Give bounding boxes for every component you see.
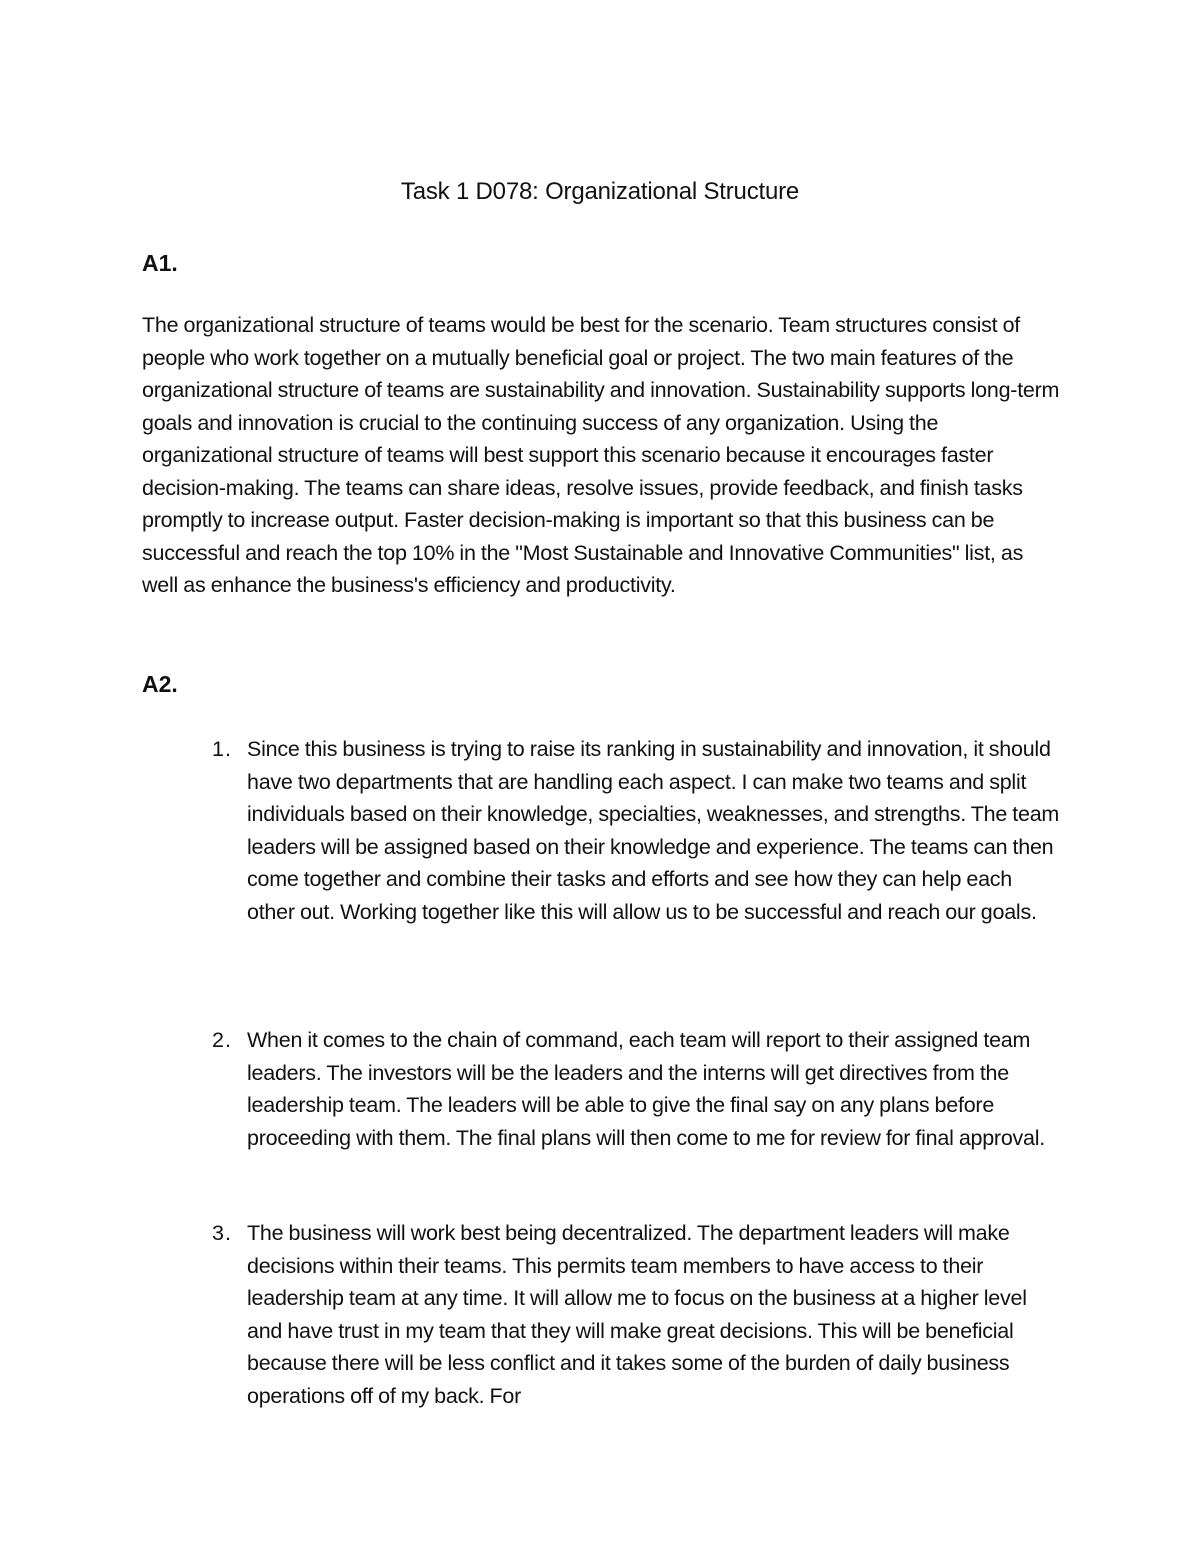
list-item-text: When it comes to the chain of command, each team will report to their assigned team leaders. The investors will be the leaders and the interns will get directives from the leadership team. The leaders will be able to give the final say on any plans before proceeding with them. The final plans will then come to me for review for final approval. [247, 1028, 1046, 1150]
section-heading-a1: A1. [142, 250, 178, 276]
section-heading-a2: A2. [142, 671, 178, 697]
list-item-number: 1. [212, 737, 232, 761]
section-a1-paragraph: The organizational structure of teams would be best for the scenario. Team structures consist of people who work together on a mutually beneficial goal or project. The two main features of the organizational structure of teams are sustainability and innovation. Sustainability supports long-term goals and innovation is crucial to the continuing success of any organization. Using the organizational structure of teams will best support this scenario because it encourages faster decision-making. The teams can share ideas, resolve issues, provide feedback, and finish tasks promptly to increase output. Faster decision-making is important so that this business can be successful and reach the top 10% in the "Most Sustainable and Innovative Communities" list, as well as enhance the business's efficiency and productivity. [142, 313, 1060, 597]
list-item-number: 3. [212, 1221, 232, 1245]
list-item-text: Since this business is trying to raise its ranking in sustainability and innovation, it should have two departments that are handling each aspect. I can make two teams and split individuals based on their knowledge, specialties, weaknesses, and strengths. The team leaders will be assigned based on their knowledge and experience. The teams can then come together and combine their tasks and efforts and see how they can help each other out. Working together like this will allow us to be successful and reach our goals. [247, 737, 1060, 924]
list-item-text: The business will work best being decentralized. The department leaders will make decisions within their teams. This permits team members to have access to their leadership team at any time. It will allow me to focus on the business at a higher level and have trust in my team that they will make great decisions. This will be beneficial because there will be less conflict and it takes some of the burden of daily business operations off of my back. For [247, 1221, 1027, 1408]
list-item-number: 2. [212, 1028, 232, 1052]
document-title: Task 1 D078: Organizational Structure [400, 178, 800, 205]
